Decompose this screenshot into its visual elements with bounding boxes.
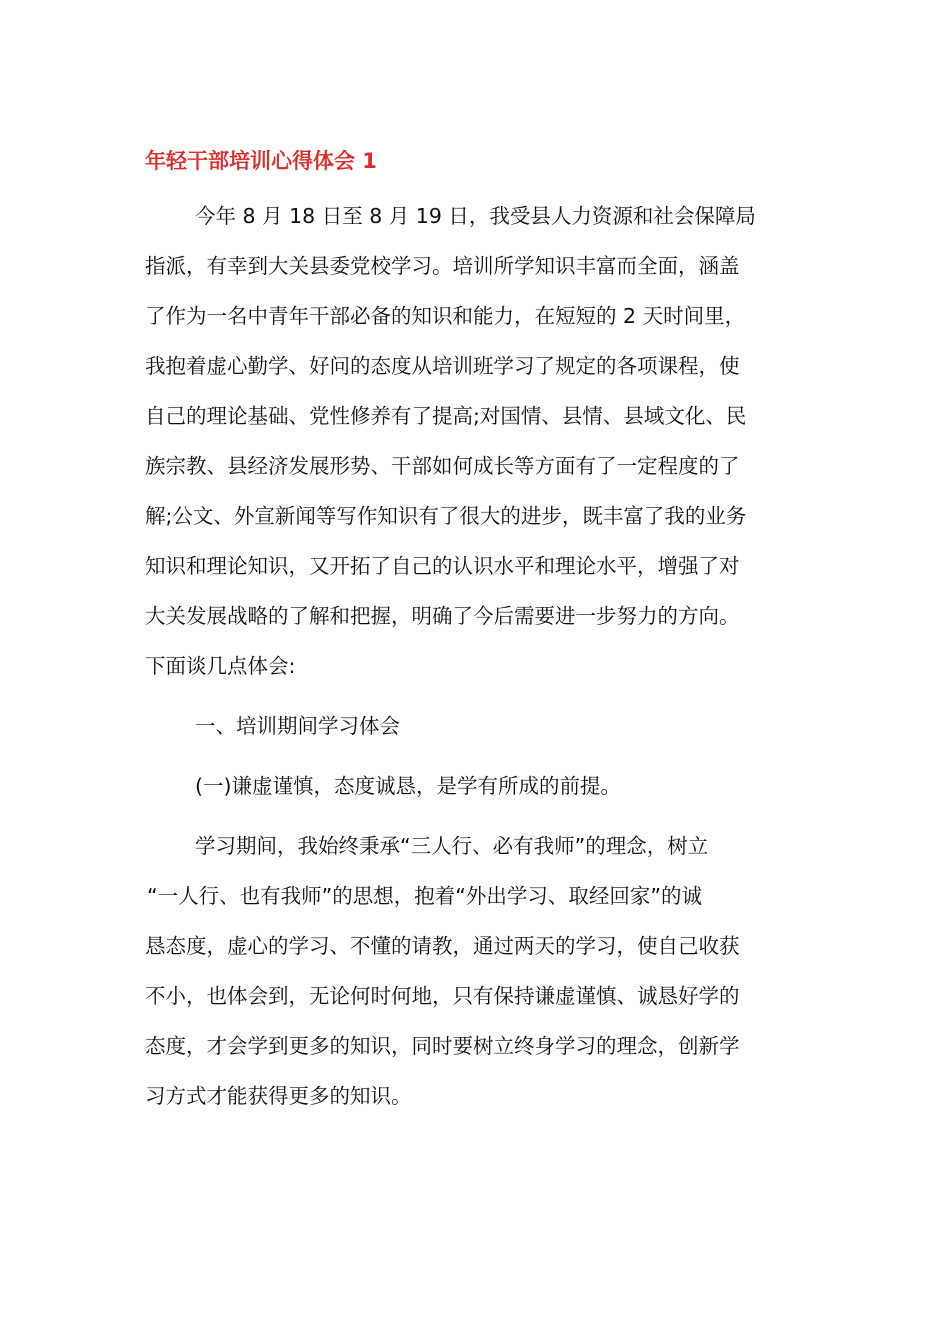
text-line: 族宗教、县经济发展形势、干部如何成长等方面有了一定程度的了 [145,454,740,478]
text-line: 不小，也体会到，无论何时何地，只有保持谦虚谨慎、诚恳好学的 [145,984,740,1008]
subsection-heading [145,761,805,811]
paragraph-intro [145,191,805,691]
text-line: 大关发展战略的了解和把握，明确了今后需要进一步努力的方向。 [145,604,740,628]
text-line: 今年 8 月 18 日至 8 月 19 日，我受县人力资源和社会保障局 [195,204,756,228]
paragraph-study [145,821,805,1121]
text-line: 学习期间，我始终秉承“三人行、必有我师”的理念，树立 [195,834,709,858]
text-line: 了作为一名中青年干部必备的知识和能力，在短短的 2 天时间里， [145,304,746,328]
heading-text: 一、培训期间学习体会 [195,714,400,738]
text-line: 知识和理论知识，又开拓了自己的认识水平和理论水平，增强了对 [145,554,740,578]
text-line: 解;公文、外宣新闻等写作知识有了很大的进步，既丰富了我的业务 [145,504,747,528]
text-line: 下面谈几点体会: [145,654,296,678]
section-heading [145,701,805,751]
document-title: 年轻干部培训心得体会 1 [145,149,377,173]
subheading-text: (一)谦虚谨慎，态度诚恳，是学有所成的前提。 [195,774,621,798]
text-line: 习方式才能获得更多的知识。 [145,1084,412,1108]
text-line: 我抱着虚心勤学、好问的态度从培训班学习了规定的各项课程，使 [145,354,740,378]
text-line: 恳态度，虚心的学习、不懂的请教，通过两天的学习，使自己收获 [145,934,740,958]
text-line: 自己的理论基础、党性修养有了提高;对国情、县情、县域文化、民 [145,404,747,428]
text-line: “一人行、也有我师”的思想，抱着“外出学习、取经回家”的诚 [147,884,702,908]
text-line: 态度，才会学到更多的知识，同时要树立终身学习的理念，创新学 [145,1034,740,1058]
text-line: 指派，有幸到大关县委党校学习。培训所学知识丰富而全面，涵盖 [145,254,740,278]
